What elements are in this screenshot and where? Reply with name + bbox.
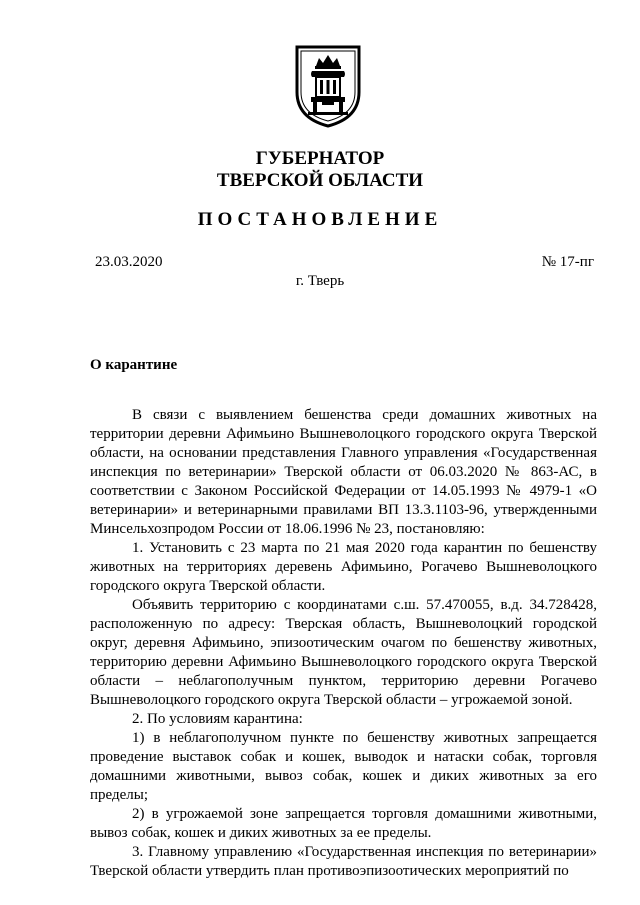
- issuer-title: ГУБЕРНАТОР: [255, 148, 385, 169]
- document-body: [90, 406, 597, 881]
- paragraph: 1) в неблагополучном пункте по бешенству животных запрещается проведение выставок собак и кошек, выводок и натаски собак, торговля домашними животными, вывоз собак, кошек и диких животных за его пределы;: [90, 730, 597, 803]
- paragraph: В связи с выявлением бешенства среди домашних животных на территории деревни Афимьино Вышневолоцкого городского округа Тверской области, на основании представления Главного управления «Государственная инспекция по ветеринарии» Тверской области от 06.03.2020 № 863-АС, в соответствии с Законом Российской Федерации от 14.05.1993 № 4979-1 «О ветеринарии» и ветеринарными правилами ВП 13.3.1103-96, утвержденными Минсельхозпродом России от 18.06.1996 № 23, постановляю:: [90, 407, 597, 537]
- paragraph: 2. По условиям карантина:: [132, 711, 303, 727]
- coat-of-arms-icon: [294, 44, 362, 128]
- document-number: № 17-пг: [541, 254, 594, 270]
- issuer-region: ТВЕРСКОЙ ОБЛАСТИ: [216, 170, 424, 191]
- paragraph: 1. Установить с 23 марта по 21 мая 2020 года карантин по бешенству животных на территориях деревень Афимьино, Рогачево Вышневолоцкого городского округа Тверской области.: [90, 540, 597, 594]
- paragraph: Объявить территорию с координатами с.ш. 57.470055, в.д. 34.728428, расположенную по адресу: Тверская область, Вышневолоцкий городской округ, деревня Афимьино, эпизоотическим очагом по бешенству животных, территорию деревни Афимьино Вышневолоцкого городского округа Тверской области – неблагополучным пунктом, территорию деревни Рогачево Вышневолоцкого городского округа Тверской области – угрожаемой зоной.: [90, 597, 597, 708]
- document-subject: О карантине: [90, 357, 178, 373]
- paragraph: 3. Главному управлению «Государственная инспекция по ветеринарии» Тверской области утвердить план противоэпизоотических мероприятий по: [90, 844, 597, 879]
- document-city: г. Тверь: [295, 273, 345, 289]
- document-date: 23.03.2020: [95, 254, 163, 270]
- paragraph: 2) в угрожаемой зоне запрещается торговля домашними животными, вывоз собак, кошек и диких животных за ее пределы.: [90, 806, 597, 841]
- document-type: ПОСТАНОВЛЕНИЕ: [197, 209, 443, 230]
